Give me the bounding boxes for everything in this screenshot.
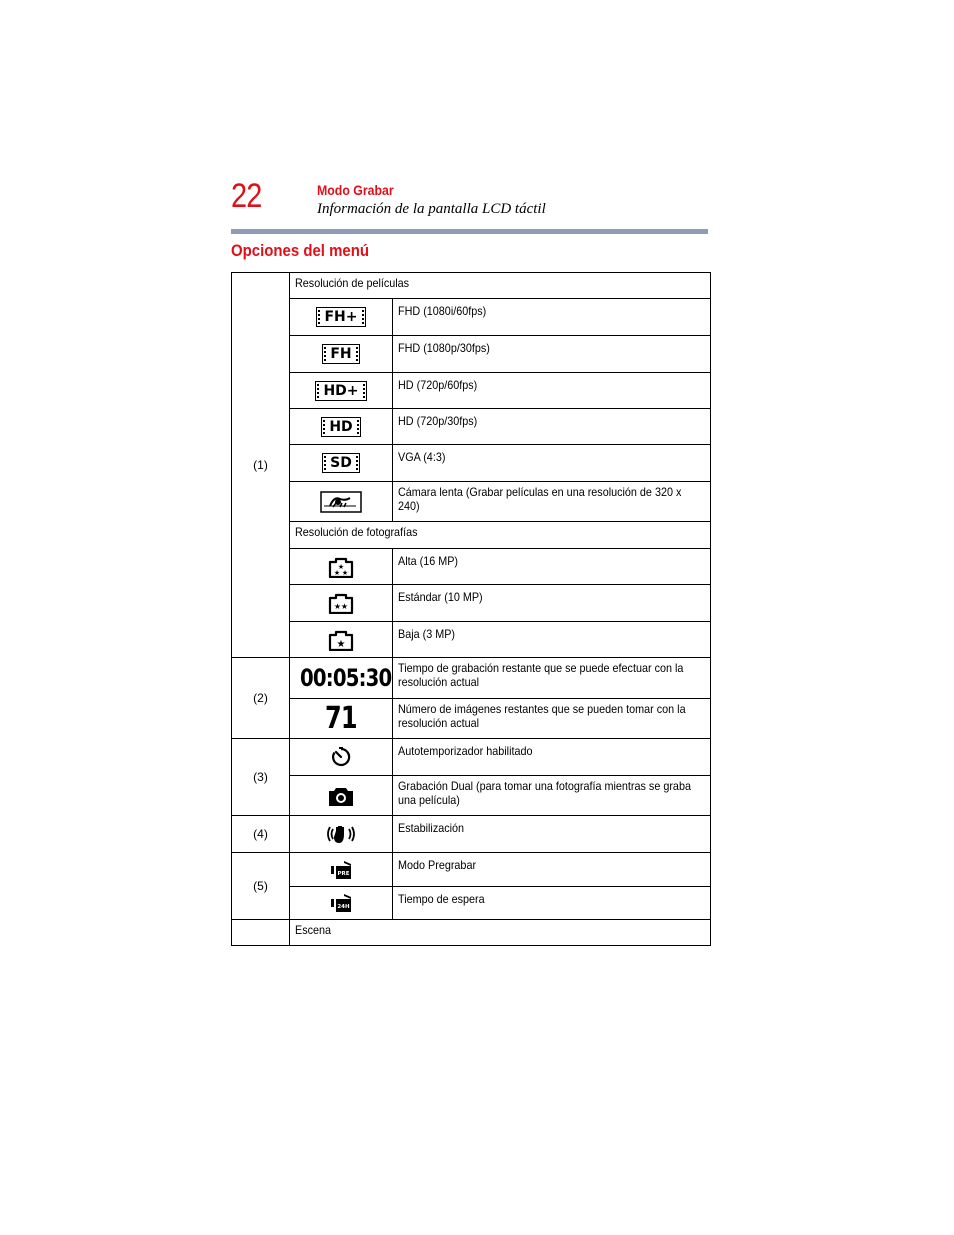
icon-cell <box>290 482 393 522</box>
option-description: FHD (1080i/60fps) <box>393 299 711 336</box>
fh-icon: FH <box>322 344 359 364</box>
icon-cell <box>290 853 393 887</box>
option-description: VGA (4:3) <box>393 445 711 482</box>
option-description: Cámara lenta (Grabar películas en una resolución de 320 x 240) <box>393 482 711 522</box>
photo-resolution-header: Resolución de fotografías <box>290 522 711 549</box>
option-description: Número de imágenes restantes que se pueden tomar con la resolución actual <box>393 699 711 739</box>
icon-cell <box>290 299 393 336</box>
option-description: Alta (16 MP) <box>393 549 711 585</box>
icon-cell <box>290 336 393 373</box>
table-row <box>232 853 711 887</box>
section-title: Modo Grabar <box>317 182 394 198</box>
icon-cell <box>290 816 393 853</box>
option-description: Autotemporizador habilitado <box>393 739 711 776</box>
hd-icon: HD <box>321 417 360 437</box>
icon-cell <box>290 658 393 699</box>
menu-heading: Opciones del menú <box>231 241 369 260</box>
table-row <box>232 920 711 946</box>
table-row <box>232 585 711 622</box>
page-number: 22 <box>231 177 262 215</box>
icon-cell <box>290 739 393 776</box>
option-description: HD (720p/60fps) <box>393 373 711 409</box>
icon-cell <box>290 409 393 445</box>
option-description: Estándar (10 MP) <box>393 585 711 622</box>
table-row <box>232 522 711 549</box>
stabilization-hand-icon <box>325 826 357 840</box>
group-label: (4) <box>232 816 290 853</box>
icon-cell <box>290 887 393 920</box>
option-description: FHD (1080p/30fps) <box>393 336 711 373</box>
camera-one-star-icon <box>328 632 354 650</box>
table-row <box>232 816 711 853</box>
svg-text:24H: 24H <box>337 904 350 910</box>
fh-plus-icon: FH+ <box>316 307 365 327</box>
group-label: (1) <box>232 273 290 658</box>
option-description: Baja (3 MP) <box>393 622 711 658</box>
table-row <box>232 336 711 373</box>
icon-cell <box>290 549 393 585</box>
standby-24h-icon <box>330 895 352 909</box>
table-row <box>232 373 711 409</box>
slow-motion-icon <box>320 494 362 508</box>
option-description: Estabilización <box>393 816 711 853</box>
scene-header: Escena <box>290 920 711 946</box>
camera-two-stars-icon <box>328 595 354 609</box>
remaining-time-display: 00:05:30 <box>300 664 392 692</box>
movie-resolution-header: Resolución de películas <box>290 273 711 299</box>
group-label: (5) <box>232 853 290 920</box>
table-row <box>232 776 711 816</box>
group-label: (3) <box>232 739 290 816</box>
svg-text:★: ★ <box>336 638 346 650</box>
svg-text:★: ★ <box>337 562 345 571</box>
table-row <box>232 549 711 585</box>
group-label-empty <box>232 920 290 946</box>
remaining-shots-display: 71 <box>325 700 357 736</box>
svg-text:★: ★ <box>333 602 342 611</box>
page-subtitle: Información de la pantalla LCD táctil <box>317 201 546 217</box>
menu-options-table <box>231 272 711 946</box>
svg-text:★: ★ <box>341 568 349 577</box>
group-label: (2) <box>232 658 290 739</box>
sd-icon: SD <box>322 453 360 473</box>
camera-icon <box>328 788 354 802</box>
icon-cell <box>290 622 393 658</box>
icon-cell <box>290 445 393 482</box>
table-row <box>232 887 711 920</box>
pre-record-icon <box>330 862 352 876</box>
option-description: Modo Pregrabar <box>393 853 711 887</box>
icon-cell <box>290 585 393 622</box>
table-row <box>232 622 711 658</box>
svg-text:★: ★ <box>333 568 341 577</box>
header-rule <box>231 229 708 234</box>
icon-cell <box>290 699 393 739</box>
table-row <box>232 445 711 482</box>
table-row <box>232 739 711 776</box>
table-row <box>232 482 711 522</box>
table-row <box>232 658 711 699</box>
self-timer-icon <box>330 749 352 763</box>
svg-text:PRE: PRE <box>337 870 350 877</box>
option-description: Tiempo de espera <box>393 887 711 920</box>
table-row <box>232 409 711 445</box>
option-description: HD (720p/30fps) <box>393 409 711 445</box>
svg-text:★: ★ <box>340 602 349 611</box>
table-row <box>232 299 711 336</box>
option-description: Tiempo de grabación restante que se puede efectuar con la resolución actual <box>393 658 711 699</box>
table-row <box>232 273 711 299</box>
icon-cell <box>290 373 393 409</box>
hd-plus-icon: HD+ <box>315 381 366 401</box>
camera-three-stars-icon <box>328 559 354 577</box>
option-description: Grabación Dual (para tomar una fotografía mientras se graba una película) <box>393 776 711 816</box>
icon-cell <box>290 776 393 816</box>
table-row <box>232 699 711 739</box>
